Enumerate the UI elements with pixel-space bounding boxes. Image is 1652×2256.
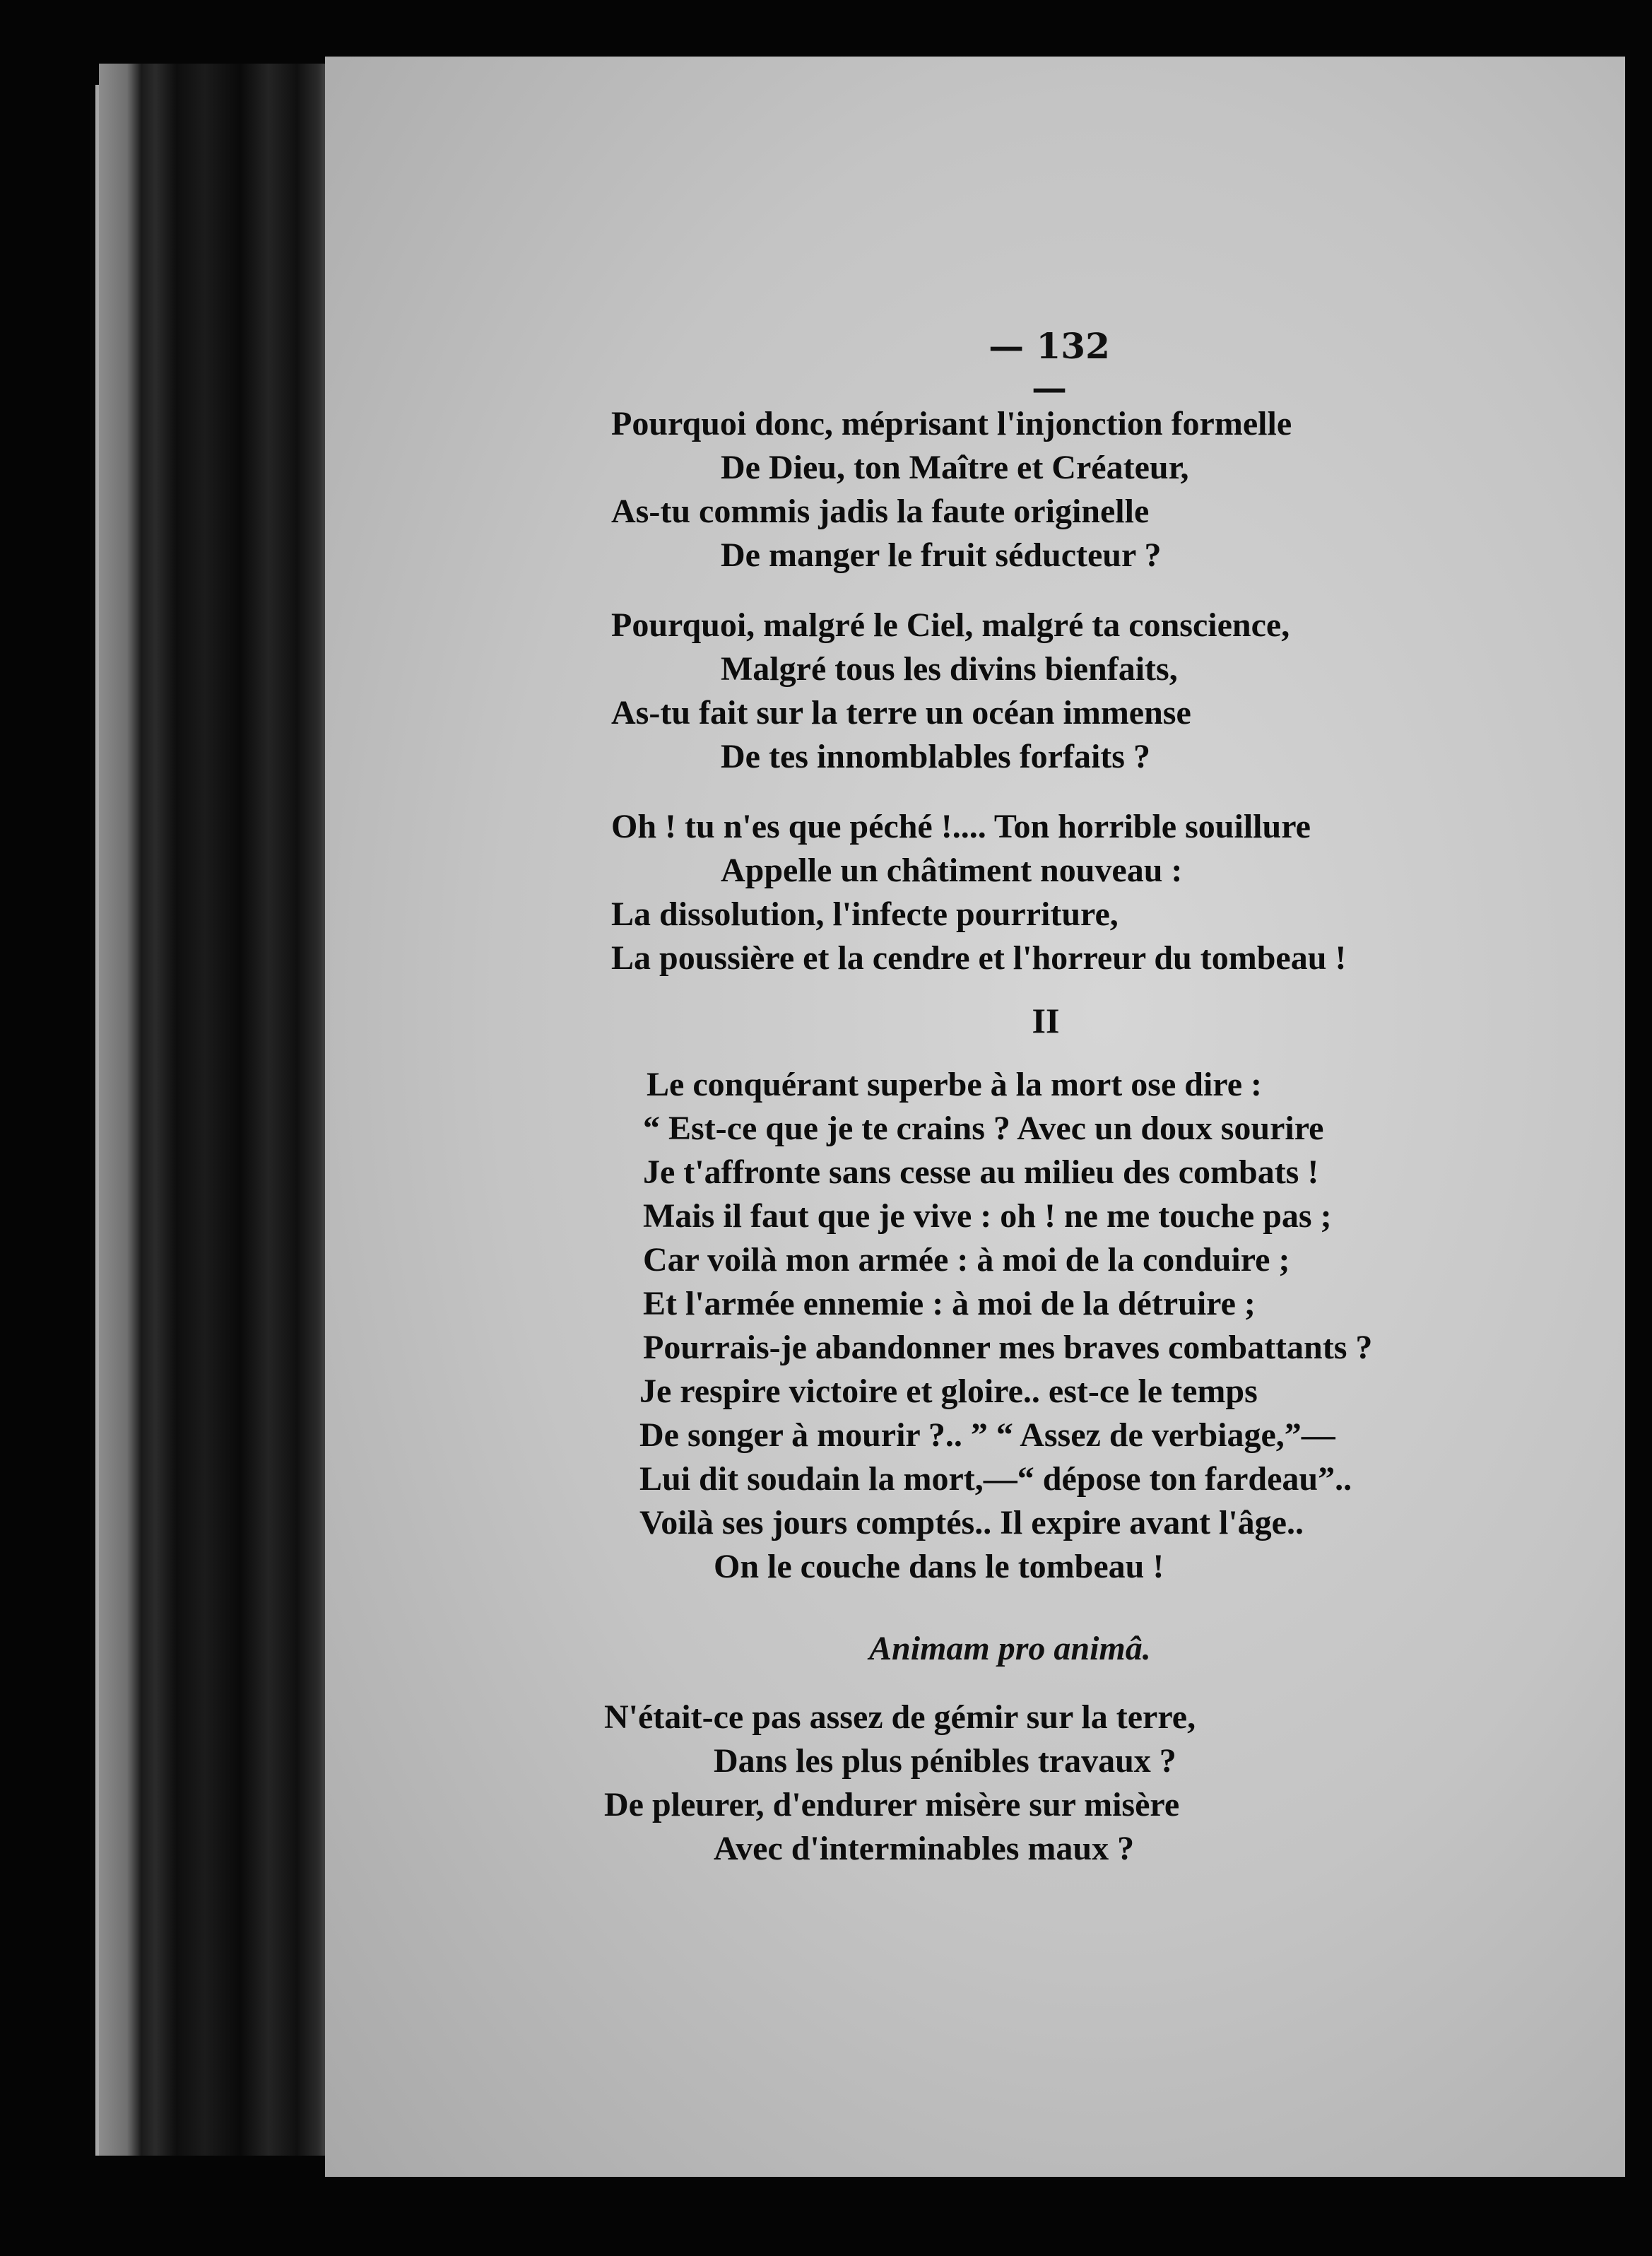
verse-line: Malgré tous les divins bienfaits, — [721, 650, 1178, 688]
verse-line: Je respire victoire et gloire.. est-ce le temps — [639, 1373, 1258, 1410]
page-number: — 132 — — [989, 325, 1110, 409]
verse-line: Avec d'interminables maux ? — [714, 1830, 1135, 1867]
verse-line: Pourquoi, malgré le Ciel, malgré ta conscience, — [611, 606, 1290, 644]
verse-line: Mais il faut que je vive : oh ! ne me touche pas ; — [643, 1197, 1332, 1235]
verse-line: As-tu fait sur la terre un océan immense — [611, 694, 1191, 732]
verse-line: N'était-ce pas assez de gémir sur la terre, — [604, 1698, 1196, 1736]
epigraph: Animam pro animâ. — [869, 1630, 1151, 1667]
section-number: II — [1032, 1001, 1060, 1040]
verse-line: La dissolution, l'infecte pourriture, — [611, 895, 1119, 933]
verse-line: Appelle un châtiment nouveau : — [721, 852, 1183, 889]
verse-line: Dans les plus pénibles travaux ? — [714, 1742, 1176, 1780]
verse-line: “ Est-ce que je te crains ? Avec un doux sourire — [643, 1110, 1324, 1147]
verse-line: De Dieu, ton Maître et Créateur, — [721, 449, 1189, 486]
verse-line: Pourrais-je abandonner mes braves combattants ? — [643, 1329, 1373, 1366]
verse-line: De pleurer, d'endurer misère sur misère — [604, 1786, 1180, 1823]
verse-line: Le conquérant superbe à la mort ose dire : — [647, 1066, 1263, 1103]
verse-line: La poussière et la cendre et l'horreur du tombeau ! — [611, 939, 1347, 977]
verse-line: Je t'affronte sans cesse au milieu des combats ! — [643, 1153, 1319, 1191]
verse-line: De songer à mourir ?.. ” “ Assez de verbiage,”— — [639, 1416, 1335, 1454]
verse-line: De tes innomblables forfaits ? — [721, 738, 1150, 775]
verse-line: De manger le fruit séducteur ? — [721, 536, 1162, 574]
verse-line: Lui dit soudain la mort,—“ dépose ton fardeau”.. — [639, 1460, 1352, 1498]
verse-line: On le couche dans le tombeau ! — [714, 1548, 1164, 1585]
verse-line: Pourquoi donc, méprisant l'injonction formelle — [611, 405, 1292, 442]
verse-line: Oh ! tu n'es que péché !.... Ton horrible souillure — [611, 808, 1311, 845]
verse-line: As-tu commis jadis la faute originelle — [611, 493, 1150, 530]
verse-line: Voilà ses jours comptés.. Il expire avant l'âge.. — [639, 1504, 1304, 1541]
verse-line: Car voilà mon armée : à moi de la conduire ; — [643, 1241, 1290, 1279]
verse-line: Et l'armée ennemie : à moi de la détruire ; — [643, 1285, 1256, 1322]
